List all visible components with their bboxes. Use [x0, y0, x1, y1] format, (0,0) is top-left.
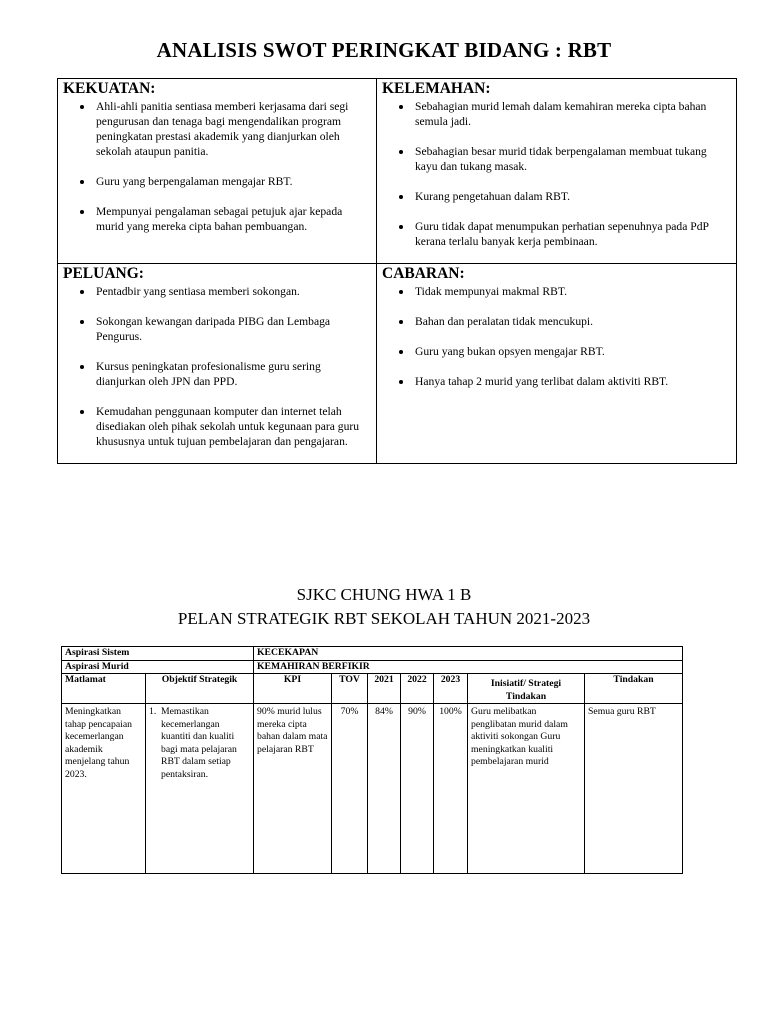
- aspirasi-sistem-value: KECEKAPAN: [254, 647, 683, 661]
- header-2023: 2023: [434, 674, 468, 704]
- cell-inisiatif: Guru melibatkan penglibatan murid dalam aktiviti sokongan Guru meningkatkan kualiti pembelajaran murid: [468, 704, 585, 874]
- list-item: Sebahagian besar murid tidak berpengalaman membuat tukang kayu dan tukang masak.: [415, 144, 732, 174]
- list-item: Guru yang bukan opsyen mengajar RBT.: [415, 344, 732, 359]
- aspirasi-murid-label: Aspirasi Murid: [62, 660, 254, 674]
- cell-2023: 100%: [434, 704, 468, 874]
- cell-2022: 90%: [401, 704, 434, 874]
- list-item: Kemudahan penggunaan komputer dan internet telah disediakan oleh pihak sekolah untuk kegunaan para guru khususnya untuk tujuan pembelajaran dan pengajaran.: [96, 404, 372, 449]
- cell-matlamat: Meningkatkan tahap pencapaian kecemerlangan akademik menjelang tahun 2023.: [62, 704, 146, 874]
- header-objektif: Objektif Strategik: [146, 674, 254, 704]
- list-item: Hanya tahap 2 murid yang terlibat dalam aktiviti RBT.: [415, 374, 732, 389]
- list-item: Ahli-ahli panitia sentiasa memberi kerjasama dari segi pengurusan dan tenaga bagi mengendalikan program peningkatan prestasi akademik yang dianjurkan oleh sekolah ataupun panitia.: [96, 99, 372, 159]
- list-item: Bahan dan peralatan tidak mencukupi.: [415, 314, 732, 329]
- strategic-plan-table: [61, 646, 683, 874]
- cell-kpi: 90% murid lulus mereka cipta bahan dalam mata pelajaran RBT: [254, 704, 332, 874]
- peluang-cell: [58, 264, 377, 464]
- aspirasi-murid-value: KEMAHIRAN BERFIKIR: [254, 660, 683, 674]
- list-item: Mempunyai pengalaman sebagai petujuk ajar kepada murid yang mereka cipta bahan pembuangan.: [96, 204, 372, 234]
- objektif-number: 1.: [149, 706, 157, 717]
- list-item: Tidak mempunyai makmal RBT.: [415, 284, 732, 299]
- kelemahan-cell: [377, 79, 737, 264]
- list-item: Pentadbir yang sentiasa memberi sokongan.: [96, 284, 372, 299]
- list-item: Guru tidak dapat menumpukan perhatian sepenuhnya pada PdP kerana terlalu banyak kerja pembinaan.: [415, 219, 732, 249]
- list-item: Kursus peningkatan profesionalisme guru sering dianjurkan oleh JPN dan PPD.: [96, 359, 372, 389]
- header-inisiatif: Inisiatif/ Strategi Tindakan: [468, 674, 585, 704]
- list-item: Sebahagian murid lemah dalam kemahiran mereka cipta bahan semula jadi.: [415, 99, 732, 129]
- swot-title: ANALISIS SWOT PERINGKAT BIDANG : RBT: [156, 38, 612, 62]
- cell-2021: 84%: [368, 704, 401, 874]
- school-name: SJKC CHUNG HWA 1 B: [296, 585, 472, 604]
- header-2021: 2021: [368, 674, 401, 704]
- kelemahan-heading: KELEMAHAN:: [382, 80, 491, 97]
- header-2022: 2022: [401, 674, 434, 704]
- kekuatan-cell: [58, 79, 377, 264]
- cell-tov: 70%: [332, 704, 368, 874]
- cabaran-heading: CABARAN:: [382, 265, 465, 282]
- list-item: Sokongan kewangan daripada PIBG dan Lembaga Pengurus.: [96, 314, 372, 344]
- aspirasi-sistem-label: Aspirasi Sistem: [62, 647, 254, 661]
- swot-table: [57, 78, 737, 464]
- cell-tindakan: Semua guru RBT: [585, 704, 683, 874]
- plan-title: PELAN STRATEGIK RBT SEKOLAH TAHUN 2021-2023: [177, 609, 591, 628]
- kekuatan-heading: KEKUATAN:: [63, 80, 156, 97]
- header-kpi: KPI: [254, 674, 332, 704]
- peluang-list: [63, 284, 372, 449]
- header-tov: TOV: [332, 674, 368, 704]
- kelemahan-list: [382, 99, 732, 249]
- header-tindakan: Tindakan: [585, 674, 683, 704]
- peluang-heading: PELUANG:: [63, 265, 144, 282]
- list-item: Guru yang berpengalaman mengajar RBT.: [96, 174, 372, 189]
- header-matlamat: Matlamat: [62, 674, 146, 704]
- kekuatan-list: [63, 99, 372, 234]
- list-item: Kurang pengetahuan dalam RBT.: [415, 189, 732, 204]
- cell-objektif: [146, 704, 254, 874]
- cabaran-list: [382, 284, 732, 389]
- cabaran-cell: [377, 264, 737, 464]
- objektif-text: Memastikan kecemerlangan kuantiti dan kualiti bagi mata pelajaran RBT dalam setiap pentaksiran.: [161, 706, 237, 780]
